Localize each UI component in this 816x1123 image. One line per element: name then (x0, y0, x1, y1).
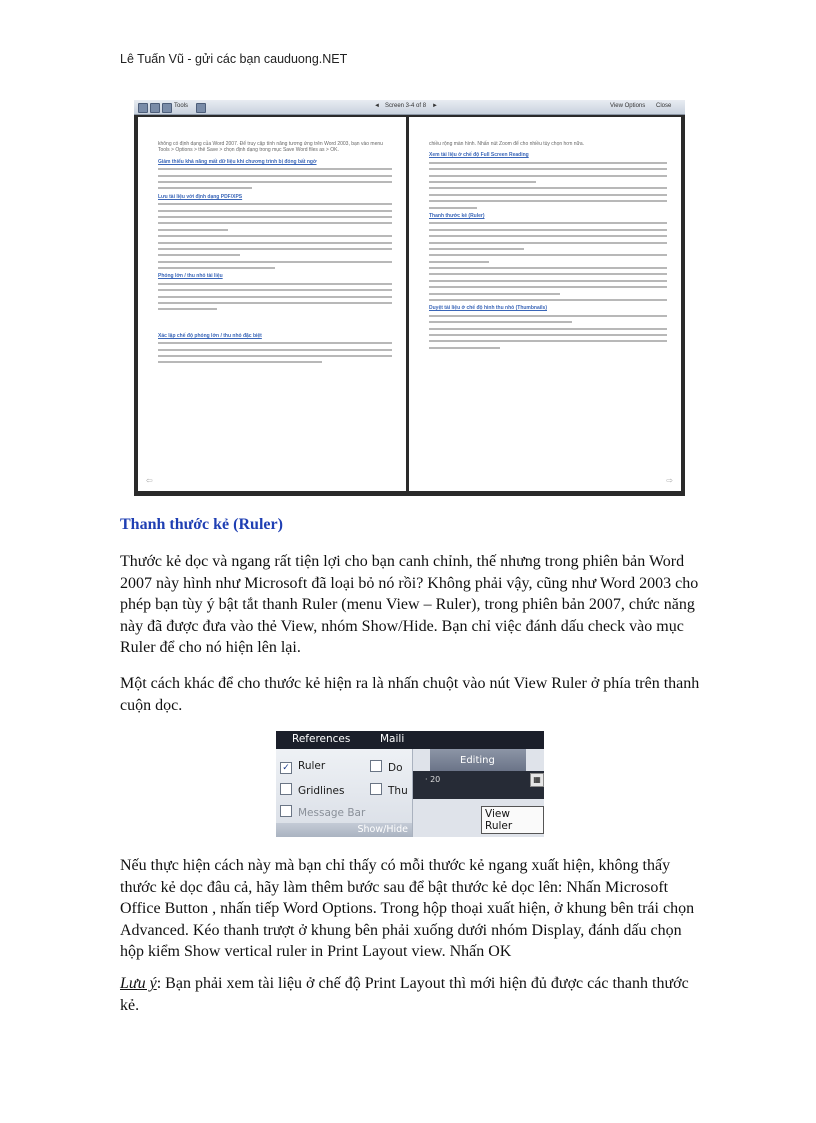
left-heading-2: Lưu tài liệu với định dạng PDF/XPS (158, 193, 243, 200)
left-page-intro: không có định dạng của Word 2007. Để truy cập tính năng tương ứng trên Word 2003, bạn vào menu Tools > Options > thẻ Save > chọn định dạng trong mục Save Word files as > OK. (158, 141, 383, 154)
ruler-tick-label: · 20 (425, 775, 441, 784)
left-heading-4: Xác lập chế độ phóng lớn / thu nhỏ đặc biệt (158, 332, 262, 339)
thumbnails-checkbox[interactable] (370, 783, 408, 797)
page-back-arrow-icon[interactable]: ⇦ (146, 476, 153, 485)
document-map-checkbox-label: Do (388, 762, 403, 774)
show-hide-group (276, 749, 413, 837)
tools-menu[interactable]: Tools (174, 103, 189, 109)
gridlines-checkbox-label: Gridlines (298, 785, 345, 797)
reading-toolbar (134, 100, 685, 115)
editing-group (430, 749, 526, 771)
checkbox-box (370, 760, 382, 772)
checkbox-box (280, 783, 292, 795)
paragraph-3: Nếu thực hiện cách này mà bạn chỉ thấy có mỗi thước kẻ ngang xuất hiện, không thấy thước kẻ dọc đâu cả, hãy làm thêm bước sau để bật thước kẻ dọc lên: Nhấn Microsoft Office Button , nhấn tiếp Word Options. Trong hộp thoại xuất hiện, ở khung bên trái chọn Advanced. Kéo thanh trượt ở khung bên phải xuống dưới nhóm Display, đánh dấu chọn hộp kiểm Show vertical ruler in Print Layout view. Nhấn OK (120, 857, 695, 960)
editing-group-label: Editing (460, 755, 495, 766)
page-header: Lê Tuấn Vũ - gửi các bạn cauduong.NET (120, 52, 348, 66)
prev-screen-arrow-icon[interactable]: ◄ (374, 103, 380, 109)
ruler-checkbox-label: Ruler (298, 760, 326, 772)
save-icon[interactable] (138, 103, 148, 113)
paragraph-1: Thước kẻ dọc và ngang rất tiện lợi cho bạn canh chỉnh, thế nhưng trong phiên bản Word 2007 này hình như Microsoft đã loại bỏ nó rồi? Không phải vậy, cũng như Word 2003 cho phép bạn tùy ý bật tắt thanh Ruler (menu View – Ruler), trong phiên bản 2007, chức năng này đã được đưa vào thẻ View, nhóm Show/Hide. Bạn chỉ việc đánh dấu check vào mục Ruler để cho nó hiện lên lại. (120, 553, 699, 656)
tab-references[interactable]: References (292, 733, 351, 745)
screen-indicator: Screen 3-4 of 8 (385, 103, 427, 109)
checkbox-box (370, 783, 382, 795)
ruler-area (413, 771, 544, 799)
note-text: : Bạn phải xem tài liệu ở chế độ Print Layout thì mới hiện đủ được các thanh thước kẻ. (120, 975, 689, 1014)
ribbon-tabs (276, 731, 544, 749)
note-paragraph (120, 973, 700, 1016)
show-hide-label-text: Show/Hide (357, 824, 408, 835)
print-icon[interactable] (150, 103, 160, 113)
checkmark-icon: ✓ (280, 762, 292, 774)
view-ruler-button[interactable] (530, 773, 544, 787)
message-bar-checkbox (280, 805, 365, 819)
ruler-icon: ▦ (533, 775, 541, 784)
note-label: Lưu ý (120, 975, 157, 992)
section-title: Thanh thước kẻ (Ruler) (120, 516, 283, 533)
reading-page-left (138, 117, 406, 491)
next-screen-arrow-icon[interactable]: ► (432, 103, 438, 109)
ruler-checkbox[interactable] (280, 760, 325, 774)
thumbnails-checkbox-label: Thu (388, 785, 408, 797)
ribbon-view-ruler-screenshot (276, 731, 544, 837)
reading-page-right (409, 117, 681, 491)
paragraph-2: Một cách khác để cho thước kẻ hiện ra là nhấn chuột vào nút View Ruler ở phía trên thanh cuộn dọc. (120, 675, 700, 714)
right-page-intro: chiều rộng màn hình. Nhấn nút Zoom để cho nhiều tùy chọn hơn nữa. (429, 141, 585, 147)
highlight-icon[interactable] (162, 103, 172, 113)
right-heading-3: Duyệt tài liệu ở chế độ hình thu nhỏ (Thumbnails) (429, 305, 547, 312)
left-heading-1: Giảm thiểu khả năng mất dữ liệu khi chương trình bị đóng bất ngờ (158, 158, 317, 165)
comment-icon[interactable] (196, 103, 206, 113)
left-heading-3: Phóng lớn / thu nhỏ tài liệu (158, 273, 223, 280)
view-ruler-tooltip: View Ruler (481, 806, 544, 834)
right-heading-2: Thanh thước kẻ (Ruler) (429, 212, 485, 219)
checkbox-box (280, 805, 292, 817)
document-map-checkbox[interactable] (370, 760, 403, 774)
close-button[interactable]: Close (656, 103, 672, 109)
message-bar-checkbox-label: Message Bar (298, 807, 366, 819)
show-hide-group-label (276, 823, 412, 837)
tab-mailings[interactable]: Maili (380, 733, 405, 745)
page-forward-arrow-icon[interactable]: ⇨ (666, 476, 673, 485)
gridlines-checkbox[interactable] (280, 783, 344, 797)
right-heading-1: Xem tài liệu ở chế độ Full Screen Reading (429, 152, 529, 159)
view-options-menu[interactable]: View Options (610, 103, 646, 109)
full-screen-reading-screenshot (134, 100, 685, 496)
